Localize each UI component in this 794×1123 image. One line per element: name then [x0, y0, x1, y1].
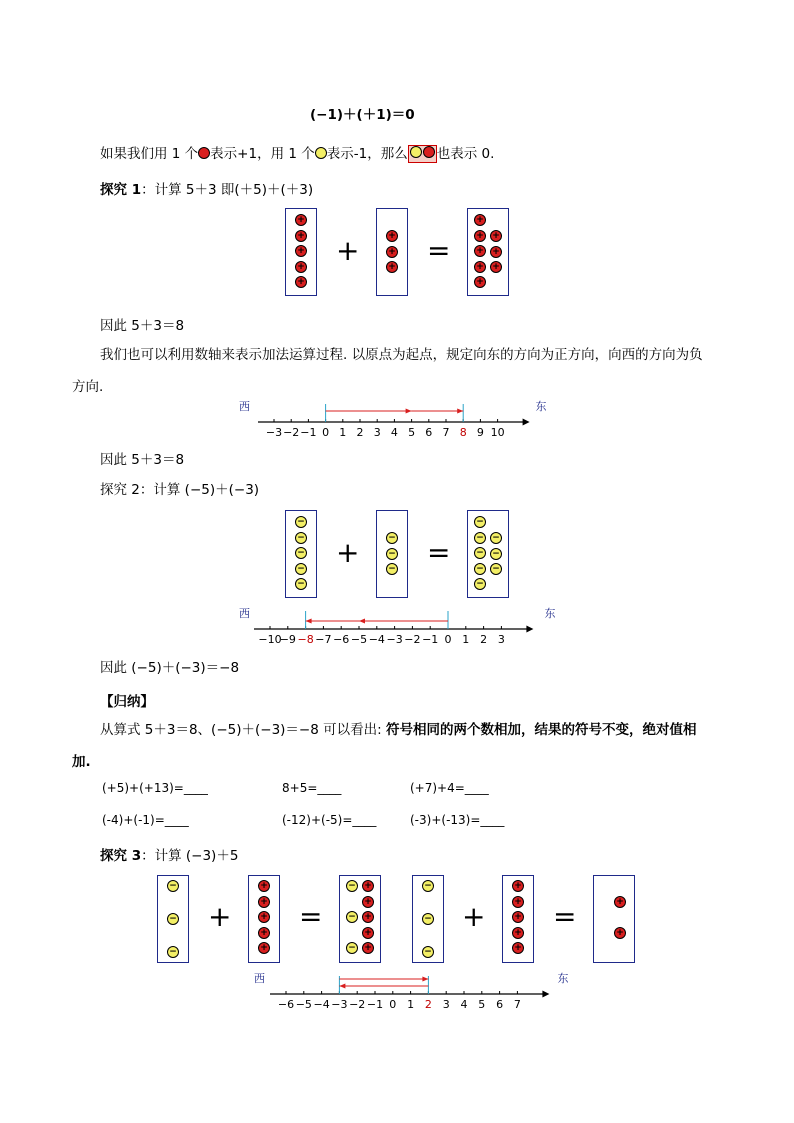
- tick-label: 5: [408, 426, 416, 439]
- negative-chip-icon: −: [386, 548, 398, 560]
- negative-chip-icon: −: [474, 578, 486, 590]
- ex1-heading: [100, 178, 313, 198]
- ex3-label: 探究 3: [100, 848, 142, 864]
- negative-chip-icon: −: [490, 548, 502, 560]
- tick-label: 7: [442, 426, 450, 439]
- positive-chip-icon: +: [474, 261, 486, 273]
- tick-label: 7: [513, 998, 521, 1011]
- positive-chip-icon: +: [512, 896, 524, 908]
- tick-label: 1: [407, 998, 415, 1011]
- tick-label: −8: [297, 633, 314, 646]
- positive-chip-icon: +: [362, 896, 374, 908]
- negative-chip-icon: −: [346, 880, 358, 892]
- tick-label: −1: [422, 633, 439, 646]
- negative-chip-icon: −: [490, 532, 502, 544]
- positive-chip-icon: +: [474, 214, 486, 226]
- tick-label: −5: [295, 998, 312, 1011]
- negative-chip-icon: −: [422, 946, 434, 958]
- summary-lead: 从算式 5＋3＝8、(−5)＋(−3)＝−8 可以看出:: [100, 722, 386, 738]
- tick-label: 10: [490, 426, 505, 439]
- ex3-text: ：计算 (−3)＋5: [141, 848, 239, 864]
- positive-chip-icon: +: [614, 927, 626, 939]
- plus-sign: +: [336, 536, 360, 569]
- negative-chip-icon: −: [295, 563, 307, 575]
- tick-label: 1: [339, 426, 347, 439]
- tick-label: 8: [459, 426, 467, 439]
- ex1-text: ：计算 5＋3 即(＋5)＋(＋3): [141, 182, 314, 198]
- positive-chip-icon: +: [362, 911, 374, 923]
- tick-label: 3: [497, 633, 505, 646]
- ex1-label: 探究 1: [100, 182, 142, 198]
- tick-label: 3: [373, 426, 381, 439]
- positive-chip-icon: +: [490, 246, 502, 258]
- positive-chip-icon: +: [474, 276, 486, 288]
- positive-chip-icon: +: [474, 230, 486, 242]
- ex2-text: ：计算 (−5)＋(−3): [139, 482, 260, 498]
- positive-chip-icon: +: [258, 911, 270, 923]
- negative-chip-icon: −: [295, 516, 307, 528]
- positive-chip-icon: [198, 147, 210, 159]
- intro-part-1: 如果我们用 1 个: [100, 146, 199, 162]
- tick-label: −3: [386, 633, 403, 646]
- positive-chip-icon: +: [386, 246, 398, 258]
- ex2-heading: [100, 478, 259, 498]
- east-label: 东: [544, 607, 556, 620]
- negative-chip-icon: −: [474, 532, 486, 544]
- negative-chip-icon: [315, 147, 327, 159]
- tick-label: −7: [315, 633, 332, 646]
- intro-line: [100, 142, 494, 163]
- number-line-3: [240, 970, 570, 1014]
- negative-chip-icon: −: [295, 547, 307, 559]
- positive-chip-icon: +: [512, 911, 524, 923]
- equals-sign: =: [427, 536, 451, 569]
- equals-sign: =: [299, 900, 323, 933]
- zero-pair-icon: [408, 145, 437, 163]
- tick-label: 2: [480, 633, 488, 646]
- summary-line: [100, 718, 696, 738]
- equals-sign: =: [427, 234, 451, 267]
- tick-label: 6: [425, 426, 433, 439]
- tick-label: −10: [258, 633, 282, 646]
- positive-chip-icon: +: [295, 276, 307, 288]
- intro-part-4: 也表示 0.: [436, 146, 495, 162]
- number-line-1: [230, 398, 550, 442]
- positive-chip-icon: +: [295, 245, 307, 257]
- exercise-2-2: (-12)+(-5)=____: [282, 813, 377, 827]
- ex1-paragraph-2: 方向.: [72, 379, 104, 395]
- negative-chip-icon: −: [295, 578, 307, 590]
- positive-chip-icon: +: [474, 245, 486, 257]
- ex3-heading: [100, 844, 238, 864]
- tick-label: −2: [349, 998, 366, 1011]
- negative-chip-icon: −: [422, 913, 434, 925]
- positive-chip-icon: +: [512, 880, 524, 892]
- tick-label: 0: [322, 426, 330, 439]
- positive-chip-icon: +: [490, 230, 502, 242]
- tick-label: −1: [300, 426, 317, 439]
- tick-label: −4: [313, 998, 330, 1011]
- summary-rule-2: 加.: [72, 754, 91, 770]
- tick-label: 2: [356, 426, 364, 439]
- tick-label: −1: [366, 998, 384, 1011]
- west-label: 西: [254, 972, 265, 985]
- tick-label: 2: [424, 998, 432, 1011]
- intro-part-2: 表示+1，用 1 个: [210, 146, 315, 162]
- positive-chip-icon: +: [490, 261, 502, 273]
- positive-chip-icon: +: [386, 230, 398, 242]
- tick-label: 3: [442, 998, 450, 1011]
- plus-sign: +: [208, 900, 232, 933]
- west-label: 西: [239, 607, 250, 620]
- positive-chip-icon: +: [362, 927, 374, 939]
- east-label: 东: [535, 400, 547, 413]
- positive-chip-icon: +: [258, 896, 270, 908]
- positive-chip-icon: +: [258, 942, 270, 954]
- negative-chip-icon: −: [346, 911, 358, 923]
- tick-label: 0: [444, 633, 452, 646]
- tick-label: 0: [389, 998, 397, 1011]
- tick-label: −2: [404, 633, 421, 646]
- ex2-label: 探究 2: [100, 482, 140, 498]
- negative-chip-icon: −: [422, 880, 434, 892]
- negative-chip-icon: −: [167, 880, 179, 892]
- equals-sign: =: [553, 900, 577, 933]
- negative-chip-icon: −: [386, 563, 398, 575]
- tick-label: 4: [460, 998, 468, 1011]
- positive-chip-icon: +: [512, 942, 524, 954]
- exercise-1-3: (+7)+4=____: [410, 781, 489, 795]
- plus-sign: +: [462, 900, 486, 933]
- negative-chip-icon: −: [167, 913, 179, 925]
- positive-chip-icon: +: [258, 927, 270, 939]
- positive-chip-icon: +: [386, 261, 398, 273]
- positive-chip-icon: +: [362, 942, 374, 954]
- tick-label: 1: [462, 633, 470, 646]
- exercise-2-1: (-4)+(-1)=____: [102, 813, 189, 827]
- tick-label: −3: [331, 998, 348, 1011]
- number-line-2: [230, 605, 560, 649]
- ex1-paragraph: 我们也可以利用数轴来表示加法运算过程. 以原点为起点，规定向东的方向为正方向，向西的方向为负: [100, 347, 703, 363]
- west-label: 西: [239, 400, 250, 413]
- ex1-result-1: 因此 5＋3＝8: [100, 318, 185, 334]
- tick-label: −5: [350, 633, 368, 646]
- negative-chip-icon: −: [167, 946, 179, 958]
- title-equation: (−1)＋(＋1)＝0: [310, 107, 415, 123]
- tick-label: 4: [390, 426, 398, 439]
- tick-label: −2: [283, 426, 300, 439]
- tick-label: −6: [277, 998, 295, 1011]
- negative-chip-icon: −: [346, 942, 358, 954]
- tick-label: −4: [368, 633, 385, 646]
- positive-chip-icon: +: [295, 214, 307, 226]
- tick-label: −9: [279, 633, 296, 646]
- ex3-box-result: [593, 875, 635, 963]
- negative-chip-icon: −: [386, 532, 398, 544]
- exercise-2-3: (-3)+(-13)=____: [410, 813, 505, 827]
- positive-chip-icon: +: [614, 896, 626, 908]
- negative-chip-icon: −: [490, 563, 502, 575]
- negative-chip-icon: −: [474, 516, 486, 528]
- positive-chip-icon: +: [362, 880, 374, 892]
- exercise-1-1: (+5)+(+13)=____: [102, 781, 208, 795]
- tick-label: 6: [496, 998, 504, 1011]
- tick-label: 9: [476, 426, 484, 439]
- tick-label: −6: [333, 633, 350, 646]
- negative-chip-icon: −: [474, 547, 486, 559]
- exercise-1-2: 8+5=____: [282, 781, 342, 795]
- intro-part-3: 表示-1，那么: [326, 146, 408, 162]
- ex1-result-2: 因此 5＋3＝8: [100, 452, 185, 468]
- east-label: 东: [557, 972, 569, 985]
- summary-heading: 【归纳】: [100, 694, 154, 710]
- ex2-result: 因此 (−5)＋(−3)＝−8: [100, 660, 240, 676]
- tick-label: −3: [265, 426, 283, 439]
- plus-sign: +: [336, 234, 360, 267]
- positive-chip-icon: +: [295, 230, 307, 242]
- negative-chip-icon: −: [295, 532, 307, 544]
- tick-label: 5: [478, 998, 486, 1011]
- positive-chip-icon: +: [258, 880, 270, 892]
- negative-chip-icon: −: [474, 563, 486, 575]
- summary-rule: 符号相同的两个数相加，结果的符号不变，绝对值相: [385, 722, 697, 738]
- positive-chip-icon: +: [295, 261, 307, 273]
- positive-chip-icon: +: [512, 927, 524, 939]
